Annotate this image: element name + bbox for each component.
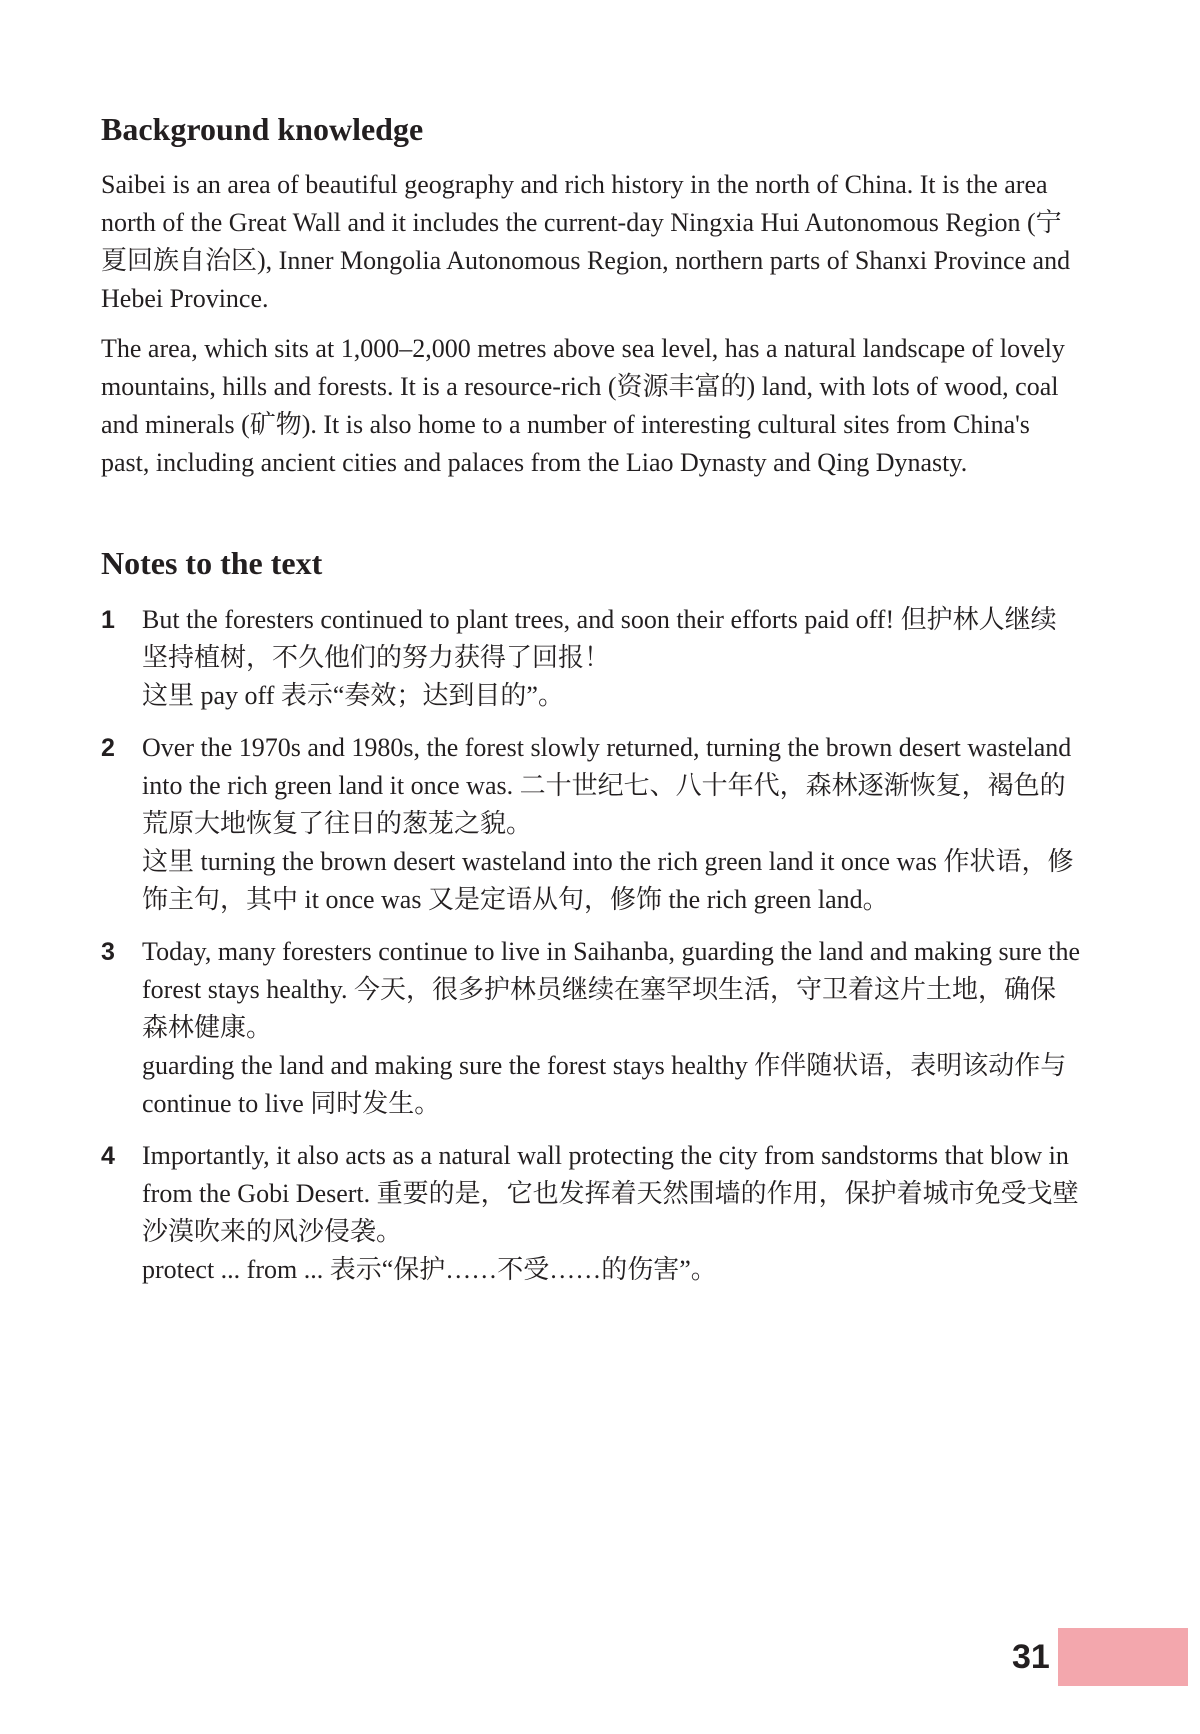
note-text: But the foresters continued to plant trees, and soon their efforts paid off! 但护林人继续坚持植树，不久他们的努力获得了回报！ bbox=[142, 604, 1057, 672]
note-body bbox=[142, 729, 1081, 919]
note-explanation: protect ... from ... 表示“保护……不受……的伤害”。 bbox=[142, 1254, 717, 1284]
page-number-box bbox=[1000, 1628, 1058, 1686]
note-body bbox=[142, 933, 1081, 1123]
notes-title: Notes to the text bbox=[101, 545, 323, 582]
note-item bbox=[101, 729, 1081, 919]
note-text: Today, many foresters continue to live in Saihanba, guarding the land and making sure the forest stays healthy. 今天，很多护林员继续在塞罕坝生活，守卫着这片土地，确保森林健康。 bbox=[142, 936, 1081, 1042]
page-number-tab bbox=[1000, 1628, 1188, 1686]
note-explanation: 这里 turning the brown desert wasteland into the rich green land it once was 作状语，修饰主句，其中 it once was 又是定语从句，修饰 the rich green land。 bbox=[142, 846, 1074, 914]
note-explanation: guarding the land and making sure the forest stays healthy 作伴随状语，表明该动作与 continue to live 同时发生。 bbox=[142, 1050, 1067, 1118]
background-paragraph-2: The area, which sits at 1,000–2,000 metres above sea level, has a natural landscape of lovely mountains, hills and forests. It is a resource-rich (资源丰富的) land, with lots of wood, coal and minerals (矿物). It is also home to a number of interesting cultural sites from China's past, including ancient cities and palaces from the Liao Dynasty and Qing Dynasty. bbox=[101, 334, 1065, 478]
note-item bbox=[101, 601, 1081, 715]
page-content bbox=[101, 110, 1081, 1303]
note-body bbox=[142, 601, 1081, 715]
note-item bbox=[101, 1137, 1081, 1289]
note-number: 4 bbox=[101, 1141, 115, 1170]
page-number: 31 bbox=[1012, 1638, 1050, 1676]
note-number: 1 bbox=[101, 605, 115, 634]
note-number: 3 bbox=[101, 937, 115, 966]
note-body bbox=[142, 1137, 1081, 1289]
note-text: Over the 1970s and 1980s, the forest slowly returned, turning the brown desert wasteland into the rich green land it once was. 二十世纪七、八十年代，森林逐渐恢复，褐色的荒原大地恢复了往日的葱茏之貌。 bbox=[142, 732, 1072, 838]
note-item bbox=[101, 933, 1081, 1123]
note-text: Importantly, it also acts as a natural wall protecting the city from sandstorms that blow in from the Gobi Desert. 重要的是，它也发挥着天然围墙的作用，保护着城市免受戈壁沙漠吹来的风沙侵袭。 bbox=[142, 1140, 1079, 1246]
background-paragraph-1: Saibei is an area of beautiful geography and rich history in the north of China. It is the area north of the Great Wall and it includes the current-day Ningxia Hui Autonomous Region (宁夏回族自治区), Inner Mongolia Autonomous Region, northern parts of Shanxi Province and Hebei Province. bbox=[101, 170, 1071, 314]
note-explanation: 这里 pay off 表示“奏效；达到目的”。 bbox=[142, 680, 564, 710]
background-title: Background knowledge bbox=[101, 111, 424, 147]
note-number: 2 bbox=[101, 733, 115, 762]
